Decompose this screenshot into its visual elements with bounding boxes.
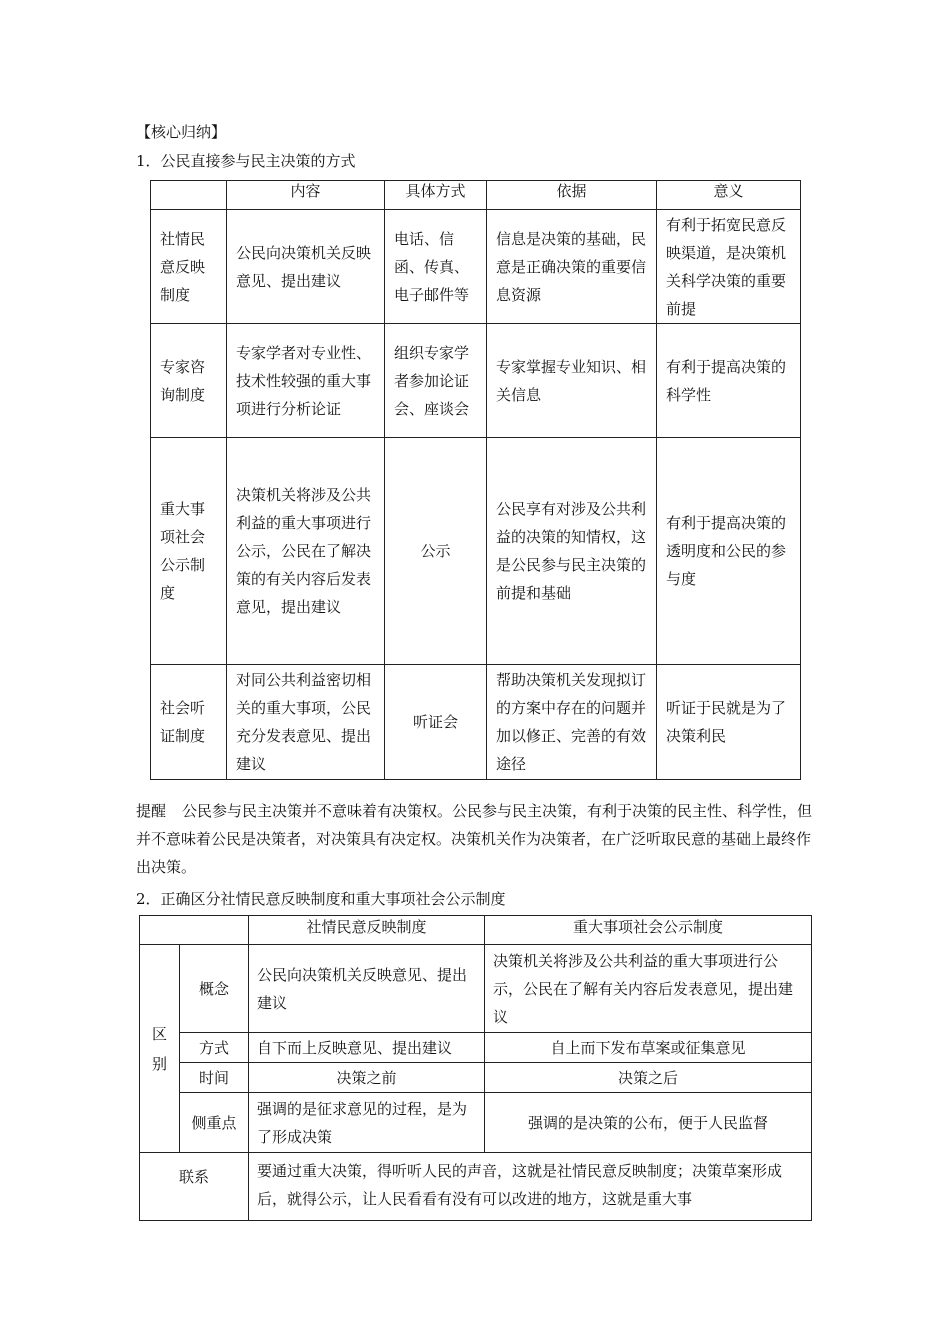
table1-title: 1．公民直接参与民主决策的方式 <box>136 152 356 170</box>
participation-methods-table <box>150 180 801 780</box>
reminder-text: 公民参与民主决策并不意味着有决策权。公民参与民主决策，有利于决策的民主性、科学性，但并不意味着公民是决策者，对决策具有决定权。决策机关作为决策者，在广泛听取民意的基础上最终作出决策。 <box>136 802 813 876</box>
row-basis-cell: 专家掌握专业知识、相关信息 <box>487 324 657 438</box>
row-publicity-cell: 决策之后 <box>485 1063 812 1093</box>
table-row <box>140 1093 812 1153</box>
row-basis-cell: 信息是决策的基础，民意是正确决策的重要信息资源 <box>487 210 657 324</box>
header-cell-meaning: 意义 <box>657 181 801 210</box>
table-row <box>140 1063 812 1093</box>
table-row <box>140 1033 812 1063</box>
header-cell-method: 具体方式 <box>385 181 487 210</box>
row-publicity-cell: 强调的是决策的公布，便于人民监督 <box>485 1093 812 1153</box>
row-publicity-cell: 自上而下发布草案或征集意见 <box>485 1033 812 1063</box>
row-feedback-cell: 公民向决策机关反映意见、提出建议 <box>249 945 485 1033</box>
reminder-note <box>136 797 816 881</box>
row-content-cell: 专家学者对专业性、技术性较强的重大事项进行分析论证 <box>227 324 385 438</box>
header-cell-content: 内容 <box>227 181 385 210</box>
row-method-cell: 公示 <box>385 438 487 665</box>
row-basis-cell: 帮助决策机关发现拟订的方案中存在的问题并加以修正、完善的有效途径 <box>487 665 657 780</box>
row-name-cell: 社会听证制度 <box>151 665 227 780</box>
row-method-cell: 电话、信函、传真、电子邮件等 <box>385 210 487 324</box>
comparison-table <box>139 915 812 1221</box>
table2-title: 2．正确区分社情民意反映制度和重大事项社会公示制度 <box>136 890 506 908</box>
header-cell-publicity-system: 重大事项社会公示制度 <box>485 916 812 945</box>
table-header-row <box>140 916 812 945</box>
row-label-cell: 方式 <box>180 1033 249 1063</box>
header-cell-feedback-system: 社情民意反映制度 <box>249 916 485 945</box>
table-row <box>151 665 801 780</box>
row-method-cell: 组织专家学者参加论证会、座谈会 <box>385 324 487 438</box>
row-content-cell: 决策机关将涉及公共利益的重大事项进行公示，公民在了解决策的有关内容后发表意见，提出建议 <box>227 438 385 665</box>
row-name-cell: 专家咨询制度 <box>151 324 227 438</box>
difference-group-label <box>140 945 180 1153</box>
table-row <box>140 945 812 1033</box>
link-label-cell: 联系 <box>140 1153 249 1221</box>
header-cell-basis: 依据 <box>487 181 657 210</box>
row-name-cell: 重大事项社会公示制度 <box>151 438 227 665</box>
link-text-cell: 要通过重大决策，得听听人民的声音，这就是社情民意反映制度；决策草案形成后，就得公示，让人民看看有没有可以改进的地方，这就是重大事 <box>249 1153 812 1221</box>
row-publicity-cell: 决策机关将涉及公共利益的重大事项进行公示，公民在了解有关内容后发表意见，提出建议 <box>485 945 812 1033</box>
section-heading: 【核心归纳】 <box>136 123 227 141</box>
row-label-cell: 概念 <box>180 945 249 1033</box>
row-name-cell: 社情民意反映制度 <box>151 210 227 324</box>
row-label-cell: 侧重点 <box>180 1093 249 1153</box>
table-row <box>151 324 801 438</box>
row-feedback-cell: 强调的是征求意见的过程，是为了形成决策 <box>249 1093 485 1153</box>
table-row <box>140 1153 812 1221</box>
table-row <box>151 210 801 324</box>
row-meaning-cell: 有利于拓宽民意反映渠道，是决策机关科学决策的重要前提 <box>657 210 801 324</box>
table-header-row <box>151 181 801 210</box>
table-row <box>151 438 801 665</box>
row-meaning-cell: 有利于提高决策的透明度和公民的参与度 <box>657 438 801 665</box>
reminder-label: 提醒 <box>136 802 167 820</box>
row-basis-cell: 公民享有对涉及公共利益的决策的知情权，这是公民参与民主决策的前提和基础 <box>487 438 657 665</box>
row-meaning-cell: 有利于提高决策的科学性 <box>657 324 801 438</box>
row-method-cell: 听证会 <box>385 665 487 780</box>
header-cell-blank <box>151 181 227 210</box>
row-content-cell: 对同公共利益密切相关的重大事项，公民充分发表意见、提出建议 <box>227 665 385 780</box>
row-feedback-cell: 自下而上反映意见、提出建议 <box>249 1033 485 1063</box>
row-content-cell: 公民向决策机关反映意见、提出建议 <box>227 210 385 324</box>
row-feedback-cell: 决策之前 <box>249 1063 485 1093</box>
row-label-cell: 时间 <box>180 1063 249 1093</box>
header-cell-blank <box>140 916 249 945</box>
difference-group-text: 区别 <box>152 1024 168 1073</box>
row-meaning-cell: 听证于民就是为了决策利民 <box>657 665 801 780</box>
